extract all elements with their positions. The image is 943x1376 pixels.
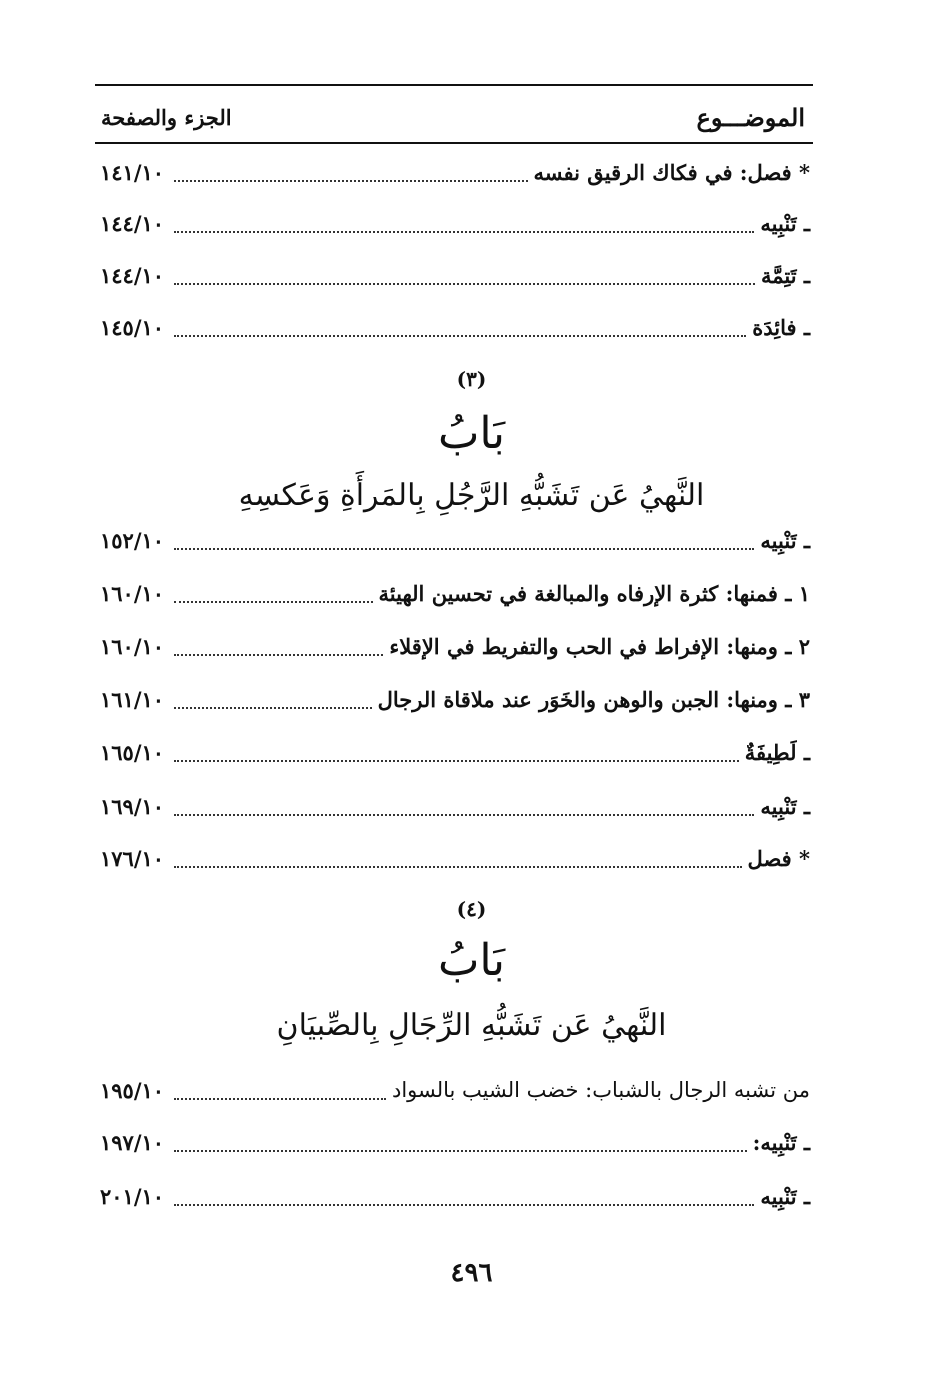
leader-dots [174,178,527,182]
toc-entry [100,1070,810,1110]
toc-entry [100,1176,810,1216]
toc-page-ref: ١٥٢/١٠ [100,527,165,553]
toc-entry [100,679,810,719]
toc-page-ref: ١٩٥/١٠ [100,1077,165,1103]
toc-page-ref: ١٦٠/١٠ [100,633,165,659]
toc-entry-text: ١ ـ فمنها: كثرة الإرفاه والمبالغة في تحسين الهيئة [378,580,810,606]
toc-page-ref: ٢٠١/١٠ [100,1183,165,1209]
leader-dots [174,599,372,603]
toc-page-ref: ١٦٠/١٠ [100,580,165,606]
toc-entry-text: ـ تَنْبِيه [760,527,810,553]
bab-heading: بَابُ [437,408,506,459]
leader-dots [174,652,383,656]
header-top-rule [95,84,813,86]
toc-entry [100,152,810,192]
toc-page-ref: ١٦٥/١٠ [100,739,165,765]
toc-entry-text: ـ تَنْبِيه [760,1183,810,1209]
toc-page-ref: ١٧٦/١٠ [100,845,165,871]
toc-entry-text: ٣ ـ ومنها: الجبن والوهن والخَوَر عند ملاقاة الرجال [377,686,810,712]
toc-entry-text: ـ تَنْبِيه [760,793,810,819]
toc-entry-text: ـ فائِدَة [752,314,810,340]
toc-page-ref: ١٦٩/١٠ [100,793,165,819]
page-column-label: الجزء والصفحة [101,104,232,130]
toc-entry [100,255,810,295]
chapter-title: النَّهيُ عَن تَشَبُّهِ الرَّجُلِ بِالمَرأَةِ وَعَكسِهِ [238,478,705,513]
leader-dots [174,864,741,868]
header-bottom-rule [95,142,813,144]
toc-entry-text: ـ تَنْبِيه: [752,1129,810,1155]
toc-page-ref: ١٤١/١٠ [100,159,165,185]
toc-entry-text: ـ تَتِمَّة [760,262,810,288]
toc-entry [100,786,810,826]
toc-entry [100,626,810,666]
toc-entry [100,573,810,613]
leader-dots [174,1096,386,1100]
toc-entry [100,520,810,560]
leader-dots [174,1202,754,1206]
toc-entry [100,203,810,243]
table-header [95,95,813,139]
leader-dots [174,705,372,709]
toc-entry-text: من تشبه الرجال بالشباب: خضب الشيب بالسواد [391,1078,810,1102]
leader-dots [174,546,754,550]
section-number: (٣) [456,367,487,391]
leader-dots [174,812,754,816]
chapter-title: النَّهيُ عَن تَشَبُّهِ الرِّجَالِ بِالصِّبيَانِ [276,1008,667,1043]
leader-dots [174,1148,747,1152]
toc-entry-text: ـ تَنْبِيه [760,210,810,236]
toc-entry-text: ـ لَطِيفَةٌ [744,739,810,765]
leader-dots [174,758,739,762]
toc-page-ref: ١٤٥/١٠ [100,314,165,340]
toc-entry [100,838,810,878]
toc-entry-text: ٢ ـ ومنها: الإفراط في الحب والتفريط في الإقلاء [389,633,810,659]
section-number: (٤) [456,897,487,921]
toc-entry-text: * فصل [747,845,810,871]
topic-column-label: الموضـــوع [696,102,805,132]
toc-entry [100,307,810,347]
toc-entry-text: * فصل: في فكاك الرقيق نفسه [533,159,810,185]
page-number: ٤٩٦ [450,1258,493,1288]
bab-heading: بَابُ [437,935,506,986]
leader-dots [174,229,754,233]
leader-dots [174,333,746,337]
toc-page-ref: ١٤٤/١٠ [100,210,165,236]
toc-page-ref: ١٦١/١٠ [100,686,165,712]
toc-entry [100,1122,810,1162]
toc-entry [100,732,810,772]
toc-page-ref: ١٤٤/١٠ [100,262,165,288]
leader-dots [174,281,755,285]
toc-page-ref: ١٩٧/١٠ [100,1129,165,1155]
